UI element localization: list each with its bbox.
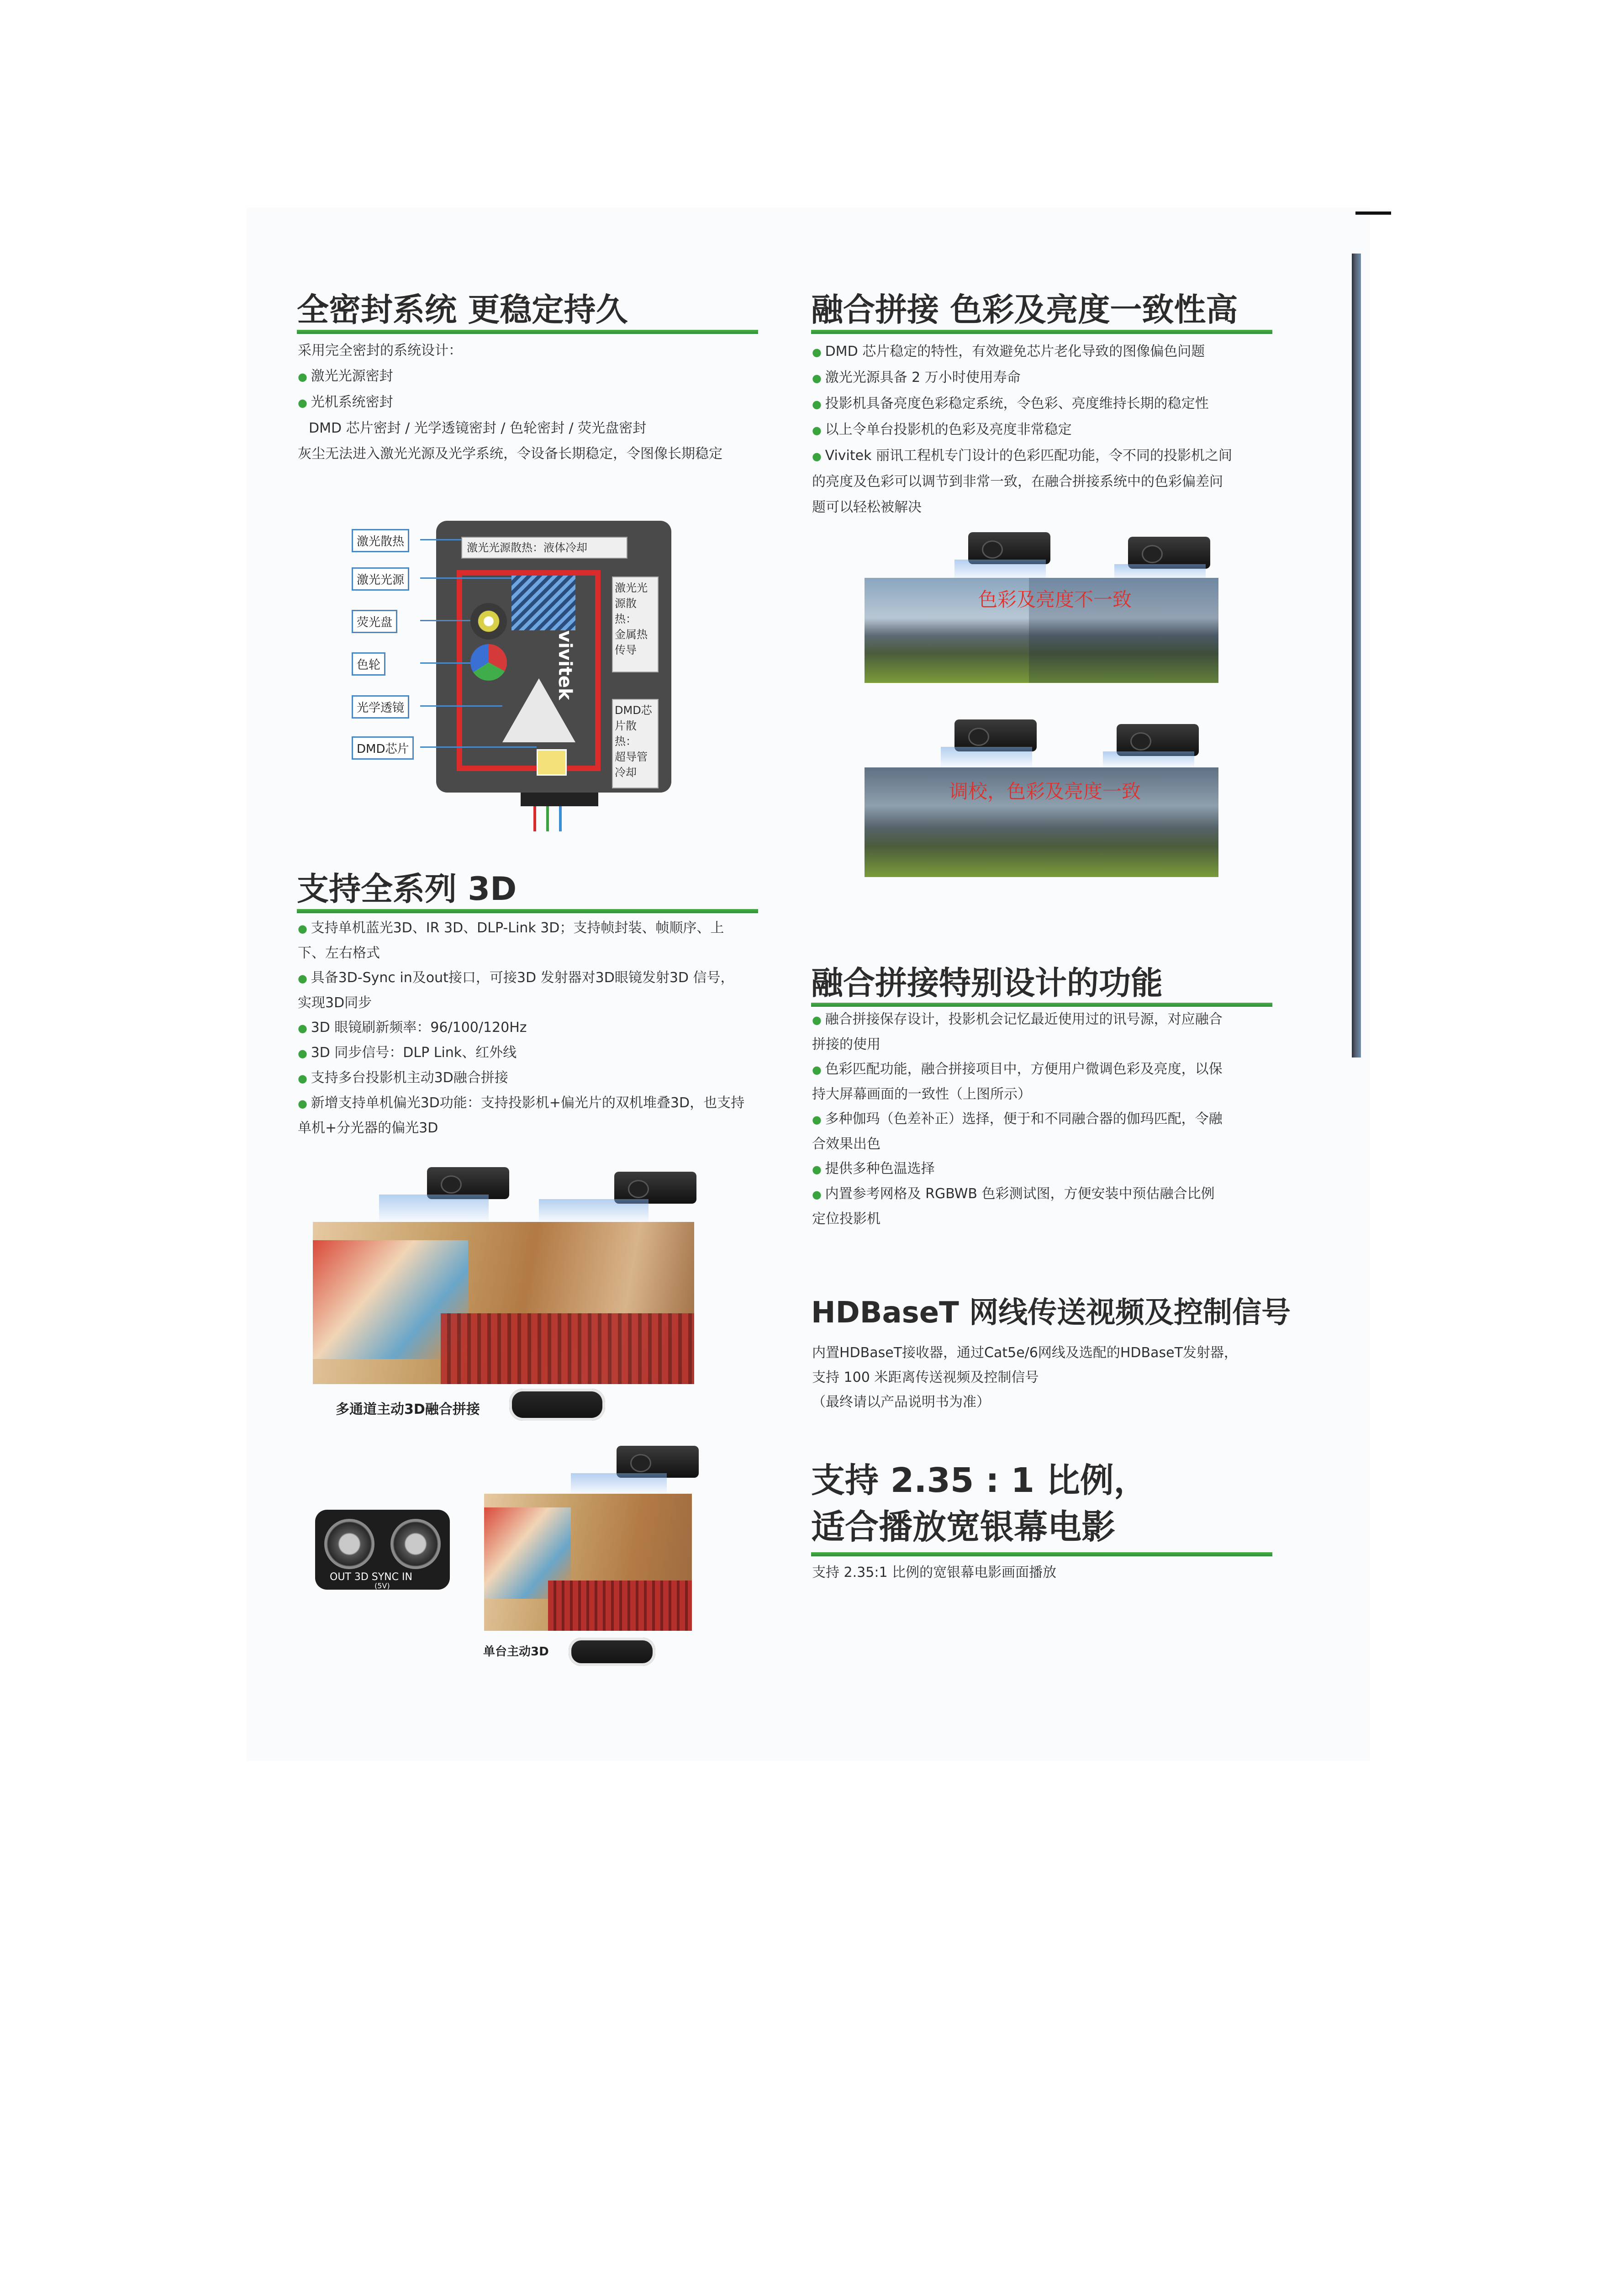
sync-port-label: OUT 3D SYNC IN (330, 1571, 412, 1583)
title-underline (297, 909, 758, 913)
3d-glasses-icon (569, 1638, 655, 1666)
box-text: 冷却 (615, 766, 637, 779)
box-text: 激光光 (615, 582, 648, 594)
scan-edge-mark (1355, 211, 1391, 215)
title-line: 适合播放宽银幕电影 (811, 1507, 1115, 1547)
bullet-item: ● 激光光源密封 (298, 364, 722, 390)
box-text: 源散热： (615, 597, 637, 625)
lens-base (521, 793, 598, 806)
theater-image (484, 1494, 692, 1631)
laser-cooling-box (612, 576, 659, 672)
bullet-continuation: 实现3D同步 (298, 995, 372, 1011)
theater-image (313, 1222, 694, 1384)
bullet-item: ● 支持单机蓝光3D、IR 3D、DLP-Link 3D；支持帧封装、帧顺序、上 (298, 916, 744, 941)
light-beam (941, 747, 1032, 767)
note-text: 灰尘无法进入激光光源及光学系统，令设备长期稳定，令图像长期稳定 (298, 446, 722, 462)
bullet-item: ● DMD 芯片稳定的特性，有效避免芯片老化导致的图像偏色问题 (812, 339, 1232, 365)
widescreen-body: 支持 2.35:1 比例的宽银幕电影画面播放 (812, 1565, 1057, 1581)
bullet-item: ● 具备3D-Sync in及out接口，可接3D 发射器对3D眼镜发射3D 信号， (298, 966, 744, 991)
bullet-item: ● 以上令单台投影机的色彩及亮度非常稳定 (812, 417, 1232, 443)
bullet-item: ● 色彩匹配功能，融合拼接项目中，方便用户微调色彩及亮度，以保 (812, 1057, 1223, 1082)
light-beam (571, 1473, 667, 1494)
bullet-continuation: 定位投影机 (812, 1211, 881, 1227)
output-arrow-red (533, 806, 536, 831)
box-text: 超导管 (615, 751, 648, 763)
laser-array-icon (511, 576, 575, 630)
body-line: 支持 100 米距离传送视频及控制信号 (812, 1369, 1039, 1385)
bullet-continuation: 单机+分光器的偏光3D (298, 1120, 438, 1136)
blending-consistency-text (812, 339, 1232, 520)
light-beam (1103, 751, 1194, 767)
bullet-item: ● 投影机具备亮度色彩稳定系统，令色彩、亮度维持长期的稳定性 (812, 391, 1232, 417)
light-beam (379, 1195, 489, 1222)
title-line: 支持 2.35 : 1 比例， (811, 1461, 1148, 1500)
bullet-item: ● Vivitek 丽讯工程机专门设计的色彩匹配功能，令不同的投影机之间 (812, 443, 1232, 469)
intro-text: 采用完全密封的系统设计： (298, 343, 462, 359)
body-line: 内置HDBaseT接收器，通过Cat5e/6网线及选配的HDBaseT发射器， (812, 1345, 1238, 1361)
box-text: 片散热： (615, 719, 637, 748)
light-beam (954, 560, 1046, 580)
label-optical-lens: 光学透镜 (352, 695, 409, 719)
label-laser-source: 激光光源 (352, 567, 409, 591)
output-arrow-blue (559, 806, 562, 831)
bullet-continuation: 题可以轻松被解决 (812, 499, 922, 515)
brand-logo: vivitek (554, 630, 575, 700)
color-wheel-icon (470, 644, 507, 681)
sealed-system-text (298, 338, 722, 467)
light-beam (539, 1199, 649, 1222)
bullet-item: ● 支持多台投影机主动3D融合拼接 (298, 1066, 744, 1091)
output-arrow-green (546, 806, 549, 831)
bullet-continuation: 下、左右格式 (298, 945, 380, 961)
bullet-item: ● 3D 眼镜刷新频率：96/100/120Hz (298, 1015, 744, 1041)
hdbaset-text (812, 1341, 1238, 1415)
title-underline (811, 1003, 1272, 1007)
bullet-item: ● 激光光源具备 2 万小时使用寿命 (812, 365, 1232, 391)
sync-port-voltage: (5V) (374, 1581, 390, 1590)
label-color-wheel: 色轮 (352, 652, 385, 676)
label-phosphor-wheel: 荧光盘 (352, 610, 397, 633)
top-bar-label: 激光光源散热：液体冷却 (461, 537, 627, 559)
leader-line (420, 620, 470, 621)
section-title-hdbaset: HDBaseT 网线传送视频及控制信号 (811, 1296, 1291, 1330)
bullet-continuation: 合效果出色 (812, 1136, 881, 1152)
leader-line (420, 746, 537, 748)
adjacent-page-strip (1352, 254, 1361, 1057)
bullet-item: ● 多种伽玛（色差补正）选择，便于和不同融合器的伽玛匹配，令融 (812, 1107, 1223, 1132)
box-text: 传导 (615, 644, 637, 656)
caption-multi-channel-3d: 多通道主动3D融合拼接 (336, 1401, 480, 1417)
leader-line (420, 662, 470, 664)
sync-in-port-icon (390, 1519, 441, 1569)
3d-feature-list (298, 916, 744, 1141)
section-title-blending-consistency: 融合拼接 色彩及亮度一致性高 (811, 291, 1238, 328)
sync-out-port-icon (324, 1519, 374, 1569)
body-line: （最终请以产品说明书为准） (812, 1394, 990, 1410)
theater-seats (441, 1313, 694, 1384)
dmd-chip-icon (537, 749, 567, 776)
caption-single-3d: 单台主动3D (483, 1645, 549, 1659)
overlay-text-matched: 调校，色彩及亮度一致 (949, 780, 1141, 803)
theater-seats (548, 1581, 692, 1631)
section-title-sealed-system: 全密封系统 更稳定持久 (297, 291, 628, 328)
label-laser-cooling: 激光散热 (352, 529, 409, 552)
section-title-widescreen (811, 1457, 1148, 1550)
leader-line (420, 539, 461, 540)
section-title-3d: 支持全系列 3D (297, 870, 517, 908)
leader-line (420, 577, 511, 579)
dmd-cooling-box (612, 699, 659, 788)
blending-functions-list (812, 1007, 1223, 1232)
box-text: DMD芯 (615, 704, 652, 717)
bullet-item: ● 融合拼接保存设计，投影机会记忆最近使用过的讯号源，对应融合 (812, 1007, 1223, 1032)
sub-text: DMD 芯片密封 / 光学透镜密封 / 色轮密封 / 荧光盘密封 (309, 420, 647, 436)
bullet-continuation: 拼接的使用 (812, 1036, 881, 1052)
phosphor-wheel-icon (470, 603, 507, 640)
box-text: 金属热 (615, 628, 648, 641)
section-title-blending-functions: 融合拼接特别设计的功能 (811, 964, 1163, 1002)
3d-glasses-icon (509, 1389, 605, 1421)
title-underline (811, 330, 1272, 334)
label-dmd-chip: DMD芯片 (352, 736, 414, 760)
bullet-continuation: 的亮度及色彩可以调节到非常一致，在融合拼接系统中的色彩偏差问 (812, 474, 1223, 490)
bullet-item: ● 3D 同步信号：DLP Link、红外线 (298, 1041, 744, 1066)
leader-line (420, 705, 502, 707)
bullet-item: ● 提供多种色温选择 (812, 1157, 1223, 1182)
title-underline (811, 1552, 1272, 1556)
title-underline (297, 330, 758, 334)
bullet-continuation: 持大屏幕画面的一致性（上图所示） (812, 1086, 1031, 1102)
bullet-item: ● 新增支持单机偏光3D功能：支持投影机+偏光片的双机堆叠3D，也支持 (298, 1091, 744, 1116)
bullet-item: ● 内置参考网格及 RGBWB 色彩测试图，方便安装中预估融合比例 (812, 1182, 1223, 1207)
overlay-text-mismatch: 色彩及亮度不一致 (978, 588, 1132, 611)
bullet-item: ● 光机系统密封 (298, 390, 722, 416)
